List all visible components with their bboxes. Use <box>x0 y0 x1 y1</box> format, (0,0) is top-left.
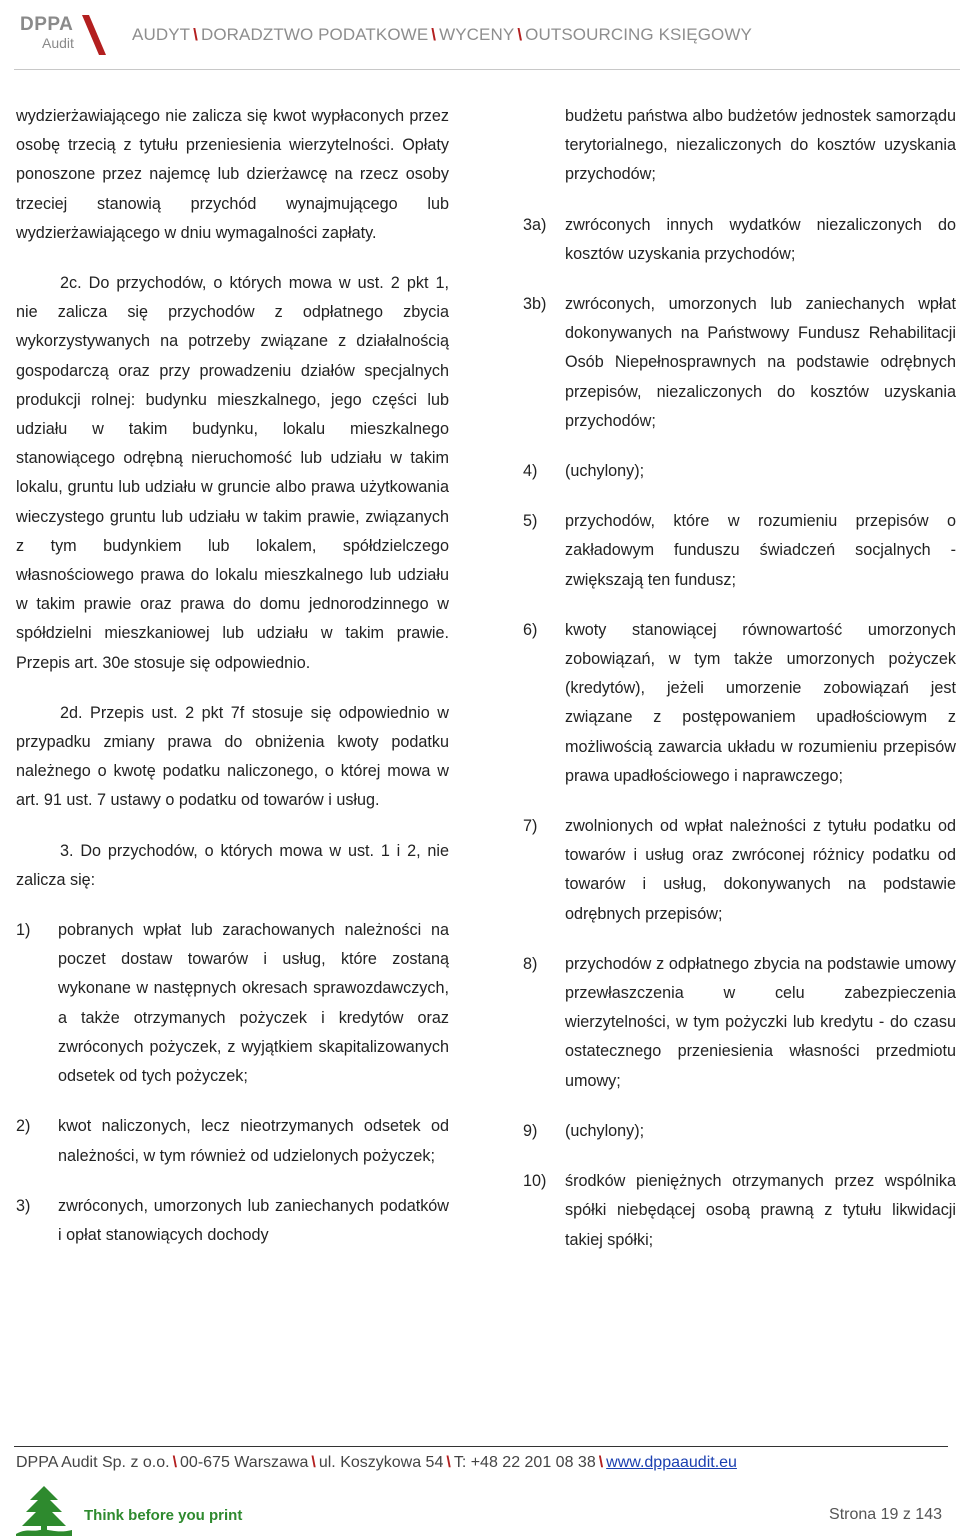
list-item <box>523 290 956 436</box>
list-item <box>523 211 956 269</box>
list-item-number: 10) <box>523 1172 547 1191</box>
logo-slash-icon <box>82 15 106 55</box>
page-number: Strona 19 z 143 <box>829 1506 942 1523</box>
nav-item-audyt[interactable]: AUDYT <box>132 25 191 44</box>
list-item-text: (uchylony); <box>565 1121 645 1140</box>
footer-city: 00-675 Warszawa <box>180 1454 309 1471</box>
footer-separator: \ <box>172 1454 178 1471</box>
list-item <box>523 457 956 486</box>
right-column <box>523 102 956 1276</box>
list-item-text: przychodów z odpłatnego zbycia na podstawie umowy przewłaszczenia w celu zabezpieczenia wierzytelności, w tym pożyczki lub kredytu - do czasu ostatecznego przeniesienia własności przedmiotu umowy; <box>565 954 956 1090</box>
list-item-text: (uchylony); <box>565 462 645 481</box>
tree-icon <box>16 1484 72 1536</box>
company-logo[interactable] <box>20 14 100 56</box>
footer-divider <box>14 1446 948 1447</box>
logo-sub: Audit <box>42 35 74 51</box>
list-item <box>523 1117 956 1146</box>
list-item <box>16 916 449 1091</box>
list-item <box>16 1192 449 1250</box>
list-item-text: zwróconych, umorzonych lub zaniechanych podatków i opłat stanowiących dochody <box>58 1196 449 1244</box>
eco-slogan: Think before you print <box>84 1507 243 1524</box>
nav-item-wyceny[interactable]: WYCENY <box>439 25 515 44</box>
list-item-number: 1) <box>16 921 31 940</box>
list-item-text: zwróconych, umorzonych lub zaniechanych wpłat dokonywanych na Państwowy Fundusz Rehabilitacji Osób Niepełnosprawnych na podstawie odrębnych przepisów, niezaliczonych do kosztów uzyskania przychodów; <box>565 295 956 430</box>
list-item <box>16 1112 449 1170</box>
list-item-number: 6) <box>523 620 538 639</box>
footer-contact <box>16 1454 737 1472</box>
list-item-number: 9) <box>523 1121 538 1140</box>
footer-phone: T: +48 22 201 08 38 <box>453 1454 596 1471</box>
paragraph-continuation: wydzierżawiającego nie zalicza się kwot wypłaconych przez osobę trzecią z tytułu przeniesienia wierzytelności. Opłaty ponoszone przez najemcę lub dzierżawcę na rzecz osoby trzeciej stanowią przychód wynajmującego lub wydzierżawiającego w dniu wymagalności zapłaty. <box>16 107 449 242</box>
list-item-number: 4) <box>523 462 538 481</box>
list-item-number: 7) <box>523 817 538 836</box>
list-item <box>523 812 956 929</box>
list-item <box>523 507 956 595</box>
list-item-text: kwoty stanowiącej równowartość umorzonych zobowiązań, w tym także umorzonych pożyczek (kredytów), jeżeli umorzenie zobowiązań jest związane z postępowaniem upadłościowym z możliwością zawarcia układu w rozumieniu przepisów prawa upadłościowego i naprawczego; <box>565 620 956 785</box>
footer-separator: \ <box>446 1454 451 1471</box>
nav-item-doradztwo[interactable]: DORADZTWO PODATKOWE <box>200 25 429 44</box>
list-item <box>523 950 956 1096</box>
list-item <box>523 616 956 791</box>
logo-brand: DPPA <box>20 14 74 35</box>
list-item-text: środków pieniężnych otrzymanych przez wspólnika spółki niebędącej osobą prawną z tytułu likwidacji takiej spółki; <box>565 1172 956 1249</box>
page-header <box>0 0 960 70</box>
paragraph-2c: 2c. Do przychodów, o których mowa w ust. 2 pkt 1, nie zalicza się przychodów z odpłatnego zbycia wykorzystywanych na potrzeby związane z działalnością gospodarczą oraz przy prowadzeniu działów specjalnych produkcji rolnej: budynku mieszkalnego, jego części lub udziału w takim budynku, lokalu mieszkalnego stanowiącego odrębną nieruchomość lub udziału w takim lokalu, gruntu lub udziału w gruncie albo prawa użytkowania wieczystego gruntu lub udziału w takim prawie, związanych z tym budynkiem lub lokalem, spółdzielczego własnościowego prawa do lokalu mieszkalnego lub udziału w takim prawie oraz prawa do domu jednorodzinnego w spółdzielni mieszkaniowej lub udziału w takim prawie. Przepis art. 30e stosuje się odpowiednio. <box>16 274 449 672</box>
list-item-text: zwolnionych od wpłat należności z tytułu podatku od towarów i usług oraz zwróconej różnicy podatku od towarów i usług, dokonywanych na podstawie odrębnych przepisów; <box>565 817 956 923</box>
nav-item-outsourcing[interactable]: OUTSOURCING KSIĘGOWY <box>525 25 752 44</box>
list-item-number: 8) <box>523 954 538 973</box>
footer-website-link[interactable]: www.dppaaudit.eu <box>606 1454 737 1471</box>
list-item-number: 3) <box>16 1196 31 1215</box>
list-item-text: kwot naliczonych, lecz nieotrzymanych odsetek od należności, w tym również od udzielonych pożyczek; <box>58 1117 449 1165</box>
nav-separator: \ <box>431 25 437 44</box>
header-divider <box>14 69 960 70</box>
list-item-text: pobranych wpłat lub zarachowanych należności na poczet dostaw towarów i usług, które zostaną wykonane w następnych okresach sprawozdawczych, a także otrzymanych pożyczek i kredytów oraz zwróconych pożyczek, z wyjątkiem skapitalizowanych odsetek od tych pożyczek; <box>58 921 449 1086</box>
footer-separator: \ <box>598 1454 604 1471</box>
header-nav <box>132 25 752 45</box>
list-item <box>523 1167 956 1255</box>
list-item-number: 3a) <box>523 215 547 234</box>
footer-separator: \ <box>311 1454 316 1471</box>
list-item-text: przychodów, które w rozumieniu przepisów o zakładowym funduszu świadczeń socjalnych - zwiększają ten fundusz; <box>565 512 956 589</box>
nav-separator: \ <box>517 25 523 44</box>
left-column <box>16 102 449 1271</box>
list-item-number: 3b) <box>523 295 547 314</box>
paragraph-3: 3. Do przychodów, o których mowa w ust. 1 i 2, nie zalicza się: <box>16 841 449 889</box>
paragraph-2d: 2d. Przepis ust. 2 pkt 7f stosuje się odpowiednio w przypadku zmiany prawa do obniżenia kwoty podatku należnego o kwotę podatku naliczonego, o której mowa w art. 91 ust. 7 ustawy o podatku od towarów i usług. <box>16 703 449 810</box>
footer-company: DPPA Audit Sp. z o.o. <box>16 1454 170 1471</box>
list-item-continuation: budżetu państwa albo budżetów jednostek samorządu terytorialnego, niezaliczonych do kosztów uzyskania przychodów; <box>565 107 956 184</box>
nav-separator: \ <box>193 25 198 44</box>
list-item-number: 5) <box>523 512 538 531</box>
list-item-number: 2) <box>16 1117 31 1136</box>
footer-street: ul. Koszykowa 54 <box>318 1454 444 1471</box>
list-item-text: zwróconych innych wydatków niezaliczonych do kosztów uzyskania przychodów; <box>565 215 956 263</box>
